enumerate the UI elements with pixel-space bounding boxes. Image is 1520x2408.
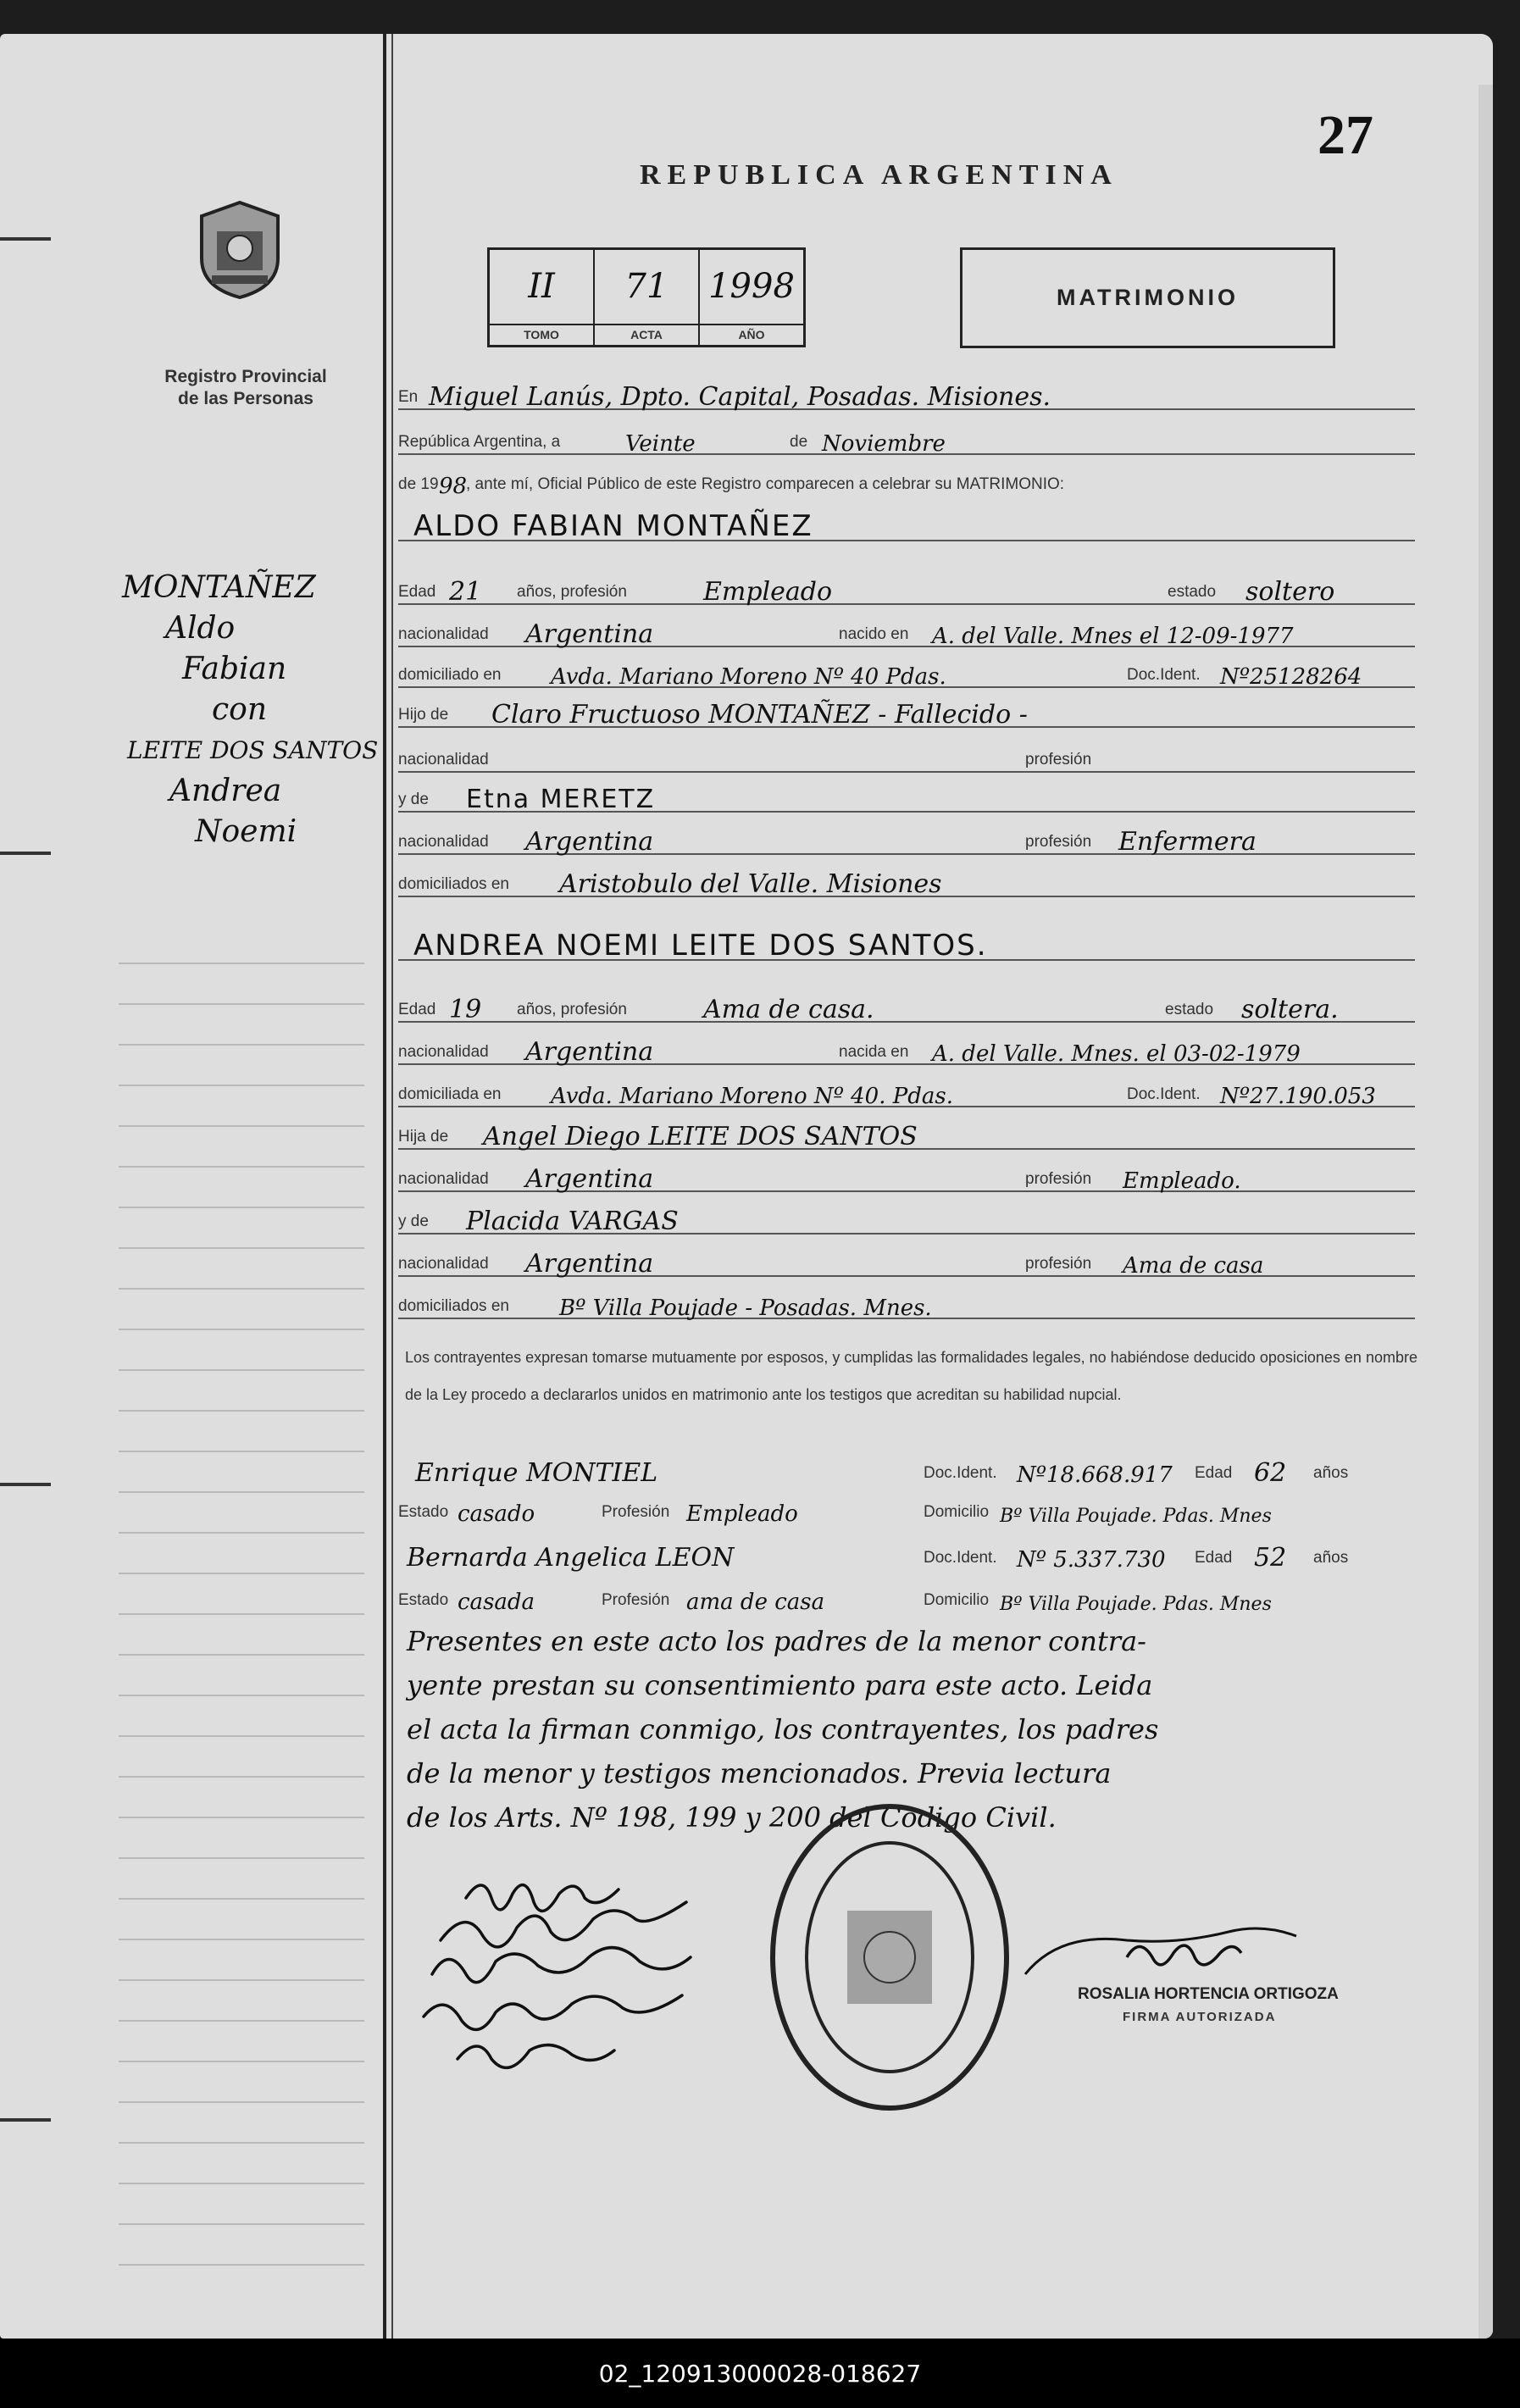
archive-id-bar: 02_120913000028-018627 [0,2339,1520,2408]
bride-address-line: domiciliada en Avda. Mariano Moreno Nº 40. Pdas. Doc.Ident. Nº27.190.053 [398,1079,1415,1112]
bride-mother-line: y de Placida VARGAS [398,1206,1415,1240]
binding-stitch [0,1483,51,1486]
bride-father-line: Hija de Angel Diego LEITE DOS SANTOS [398,1121,1415,1155]
closing-line-4: de la menor y testigos mencionados. Previa lectura [407,1757,1112,1789]
groom-mother-nat-line: nacionalidad Argentina profesión Enfermera [398,826,1415,860]
acta-cell: 71 ACTA [595,250,700,345]
groom-age-line: Edad 21 años, profesión Empleado estado soltero [398,576,1415,610]
folio-number: 27 [1318,104,1373,166]
bride-parents-address-line: domiciliados en Bº Villa Poujade - Posadas. Mnes. [398,1290,1415,1324]
official-name: ROSALIA HORTENCIA ORTIGOZA [1078,1985,1339,2003]
act-type-box: MATRIMONIO [960,247,1335,348]
bride-mother-nat-line: nacionalidad Argentina profesión Ama de casa [398,1248,1415,1282]
closing-line-3: el acta la firman conmigo, los contrayentes, los padres [407,1713,1159,1745]
groom-name-line: ALDO FABIAN MONTAÑEZ [398,513,1415,547]
margin-ruling [119,924,364,2279]
bride-age-line: Edad 19 años, profesión Ama de casa. estado soltera. [398,994,1415,1028]
declaration-text: Los contrayentes expresan tomarse mutuamente por esposos, y cumplidas las formalidades legales, no habiéndose deducido oposiciones en nombre de la Ley procedo a declararlos unidos en matrimonio ante los testigos que acreditan su habilidad nupcial. [405,1349,1417,1403]
registry-label: Registro Provincial de las Personas [164,367,327,408]
binding-stitch [0,852,51,855]
witness-2-detail-line: Estado casada Profesión ama de casa Domicilio Bº Villa Poujade. Pdas. Mnes [398,1590,1272,1615]
closing-line-2: yente prestan su consentimiento para este acto. Leida [407,1669,1153,1701]
bride-name-line: ANDREA NOEMI LEITE DOS SANTOS. [398,932,1415,966]
groom-father-line: Hijo de Claro Fructuoso MONTAÑEZ - Fallecido - [398,699,1415,733]
register-page [0,34,1493,2339]
official-stamp-icon [767,1800,1012,2114]
binding-stitch [0,237,51,241]
official-role: FIRMA AUTORIZADA [1123,2010,1277,2024]
groom-nationality-line: nacionalidad Argentina nacido en A. del Valle. Mnes el 12-09-1977 [398,619,1415,652]
groom-father-nat-line: nacionalidad profesión [398,744,1415,778]
place-line: En Miguel Lanús, Dpto. Capital, Posadas. Misiones. [398,381,1415,415]
bride-father-nat-line: nacionalidad Argentina profesión Empleado. [398,1163,1415,1197]
groom-mother-line: y de Etna MERETZ [398,784,1415,818]
registry-seal-icon [193,199,286,301]
ano-cell: 1998 AÑO [700,250,803,345]
tomo-cell: II TOMO [490,250,595,345]
groom-parents-address-line: domiciliados en Aristobulo del Valle. Misiones [398,868,1415,902]
witness-2-line: Bernarda Angelica LEON Doc.Ident. Nº 5.337.730 Edad 52 años [407,1543,1349,1573]
date-line: República Argentina, a Veinte de Noviembre [398,426,1415,460]
margin-note: MONTAÑEZ Aldo Fabian con LEITE DOS SANTOS Andrea Noemi [122,570,379,849]
bride-nationality-line: nacionalidad Argentina nacida en A. del Valle. Mnes. el 03-02-1979 [398,1036,1415,1070]
witness-1-detail-line: Estado casado Profesión Empleado Domicilio Bº Villa Poujade. Pdas. Mnes [398,1501,1272,1527]
witness-1-line: Enrique MONTIEL Doc.Ident. Nº18.668.917 Edad 62 años [415,1458,1349,1488]
binding-stitch [0,2118,51,2122]
record-reference-box [487,247,806,347]
year-line: de 19 98 , ante mí, Oficial Público de este Registro comparecen a celebrar su MATRIMONIO: [398,474,1065,499]
groom-address-line: domiciliado en Avda. Mariano Moreno Nº 40 Pdas. Doc.Ident. Nº25128264 [398,659,1415,693]
closing-line-1: Presentes en este acto los padres de la menor contra- [407,1625,1146,1657]
closing-line-5: de los Arts. Nº 198, 199 y 200 del Codigo Civil. [407,1801,1057,1834]
country-heading: REPUBLICA ARGENTINA [640,159,1118,191]
party-signatures-icon [407,1864,779,2135]
